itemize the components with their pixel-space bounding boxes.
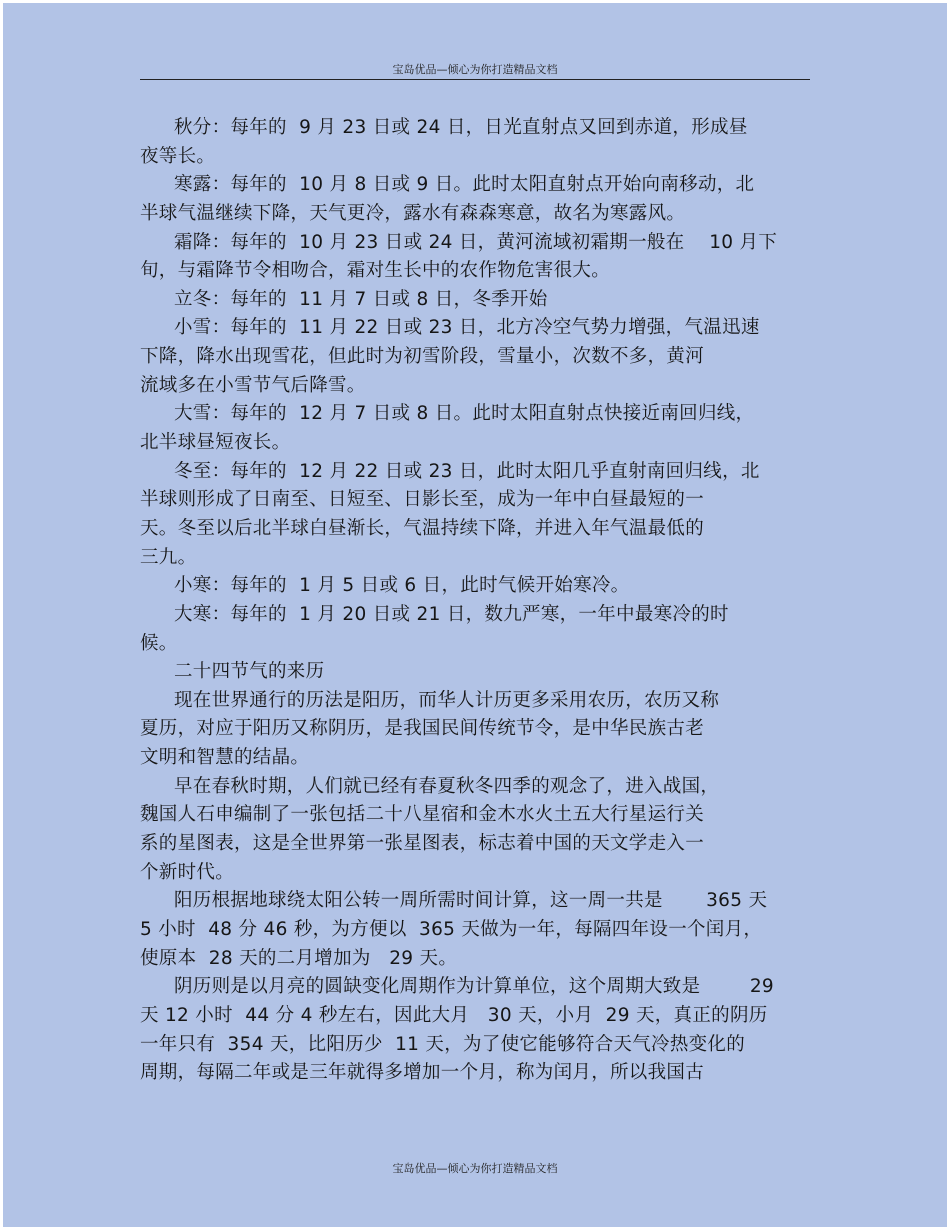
text-line: 大寒：每年的 1 月 20 日或 21 日，数九严寒，一年中最寒冷的时 bbox=[174, 603, 729, 625]
text-line: 三九。 bbox=[140, 546, 197, 568]
text-line: 霜降：每年的 10 月 23 日或 24 日，黄河流域初霜期一般在 10 月下 bbox=[174, 231, 778, 253]
text-line: 魏国人石申编制了一张包括二十八星宿和金木水火土五大行星运行关 bbox=[140, 804, 705, 826]
document-page bbox=[3, 3, 947, 1227]
text-line: 秋分：每年的 9 月 23 日或 24 日，日光直射点又回到赤道，形成昼 bbox=[174, 117, 748, 138]
text-line: 周期，每隔二年或是三年就得多增加一个月，称为闰月，所以我国古 bbox=[140, 1062, 705, 1084]
text-line: 大雪：每年的 12 月 7 日或 8 日。此时太阳直射点快接近南回归线， bbox=[174, 403, 755, 425]
text-line: 阳历根据地球绕太阳公转一周所需时间计算，这一周一共是 365 天 bbox=[174, 890, 768, 912]
text-line: 天。冬至以后北半球白昼渐长，气温持续下降，并进入年气温最低的 bbox=[140, 517, 705, 539]
header-rule bbox=[140, 79, 810, 80]
page-footer: 宝岛优品—倾心为你打造精品文档 bbox=[392, 1162, 558, 1175]
text-line: 夜等长。 bbox=[140, 145, 216, 167]
text-line: 一年只有 354 天，比阳历少 11 天，为了使它能够符合天气冷热变化的 bbox=[140, 1033, 746, 1055]
text-line: 夏历，对应于阳历又称阴历，是我国民间传统节令，是中华民族古老 bbox=[140, 718, 705, 740]
text-line: 文明和智慧的结晶。 bbox=[140, 747, 310, 769]
text-line: 阴历则是以月亮的圆缺变化周期作为计算单位，这个周期大致是 29 bbox=[174, 976, 774, 998]
document-body bbox=[140, 114, 805, 1088]
text-line: 早在春秋时期，人们就已经有春夏秋冬四季的观念了，进入战国， bbox=[174, 775, 720, 797]
text-line: 天 12 小时 44 分 4 秒左右，因此大月 30 天，小月 29 天，真正的阴历 bbox=[140, 1004, 768, 1026]
text-line: 半球则形成了日南至、日短至、日影长至，成为一年中白昼最短的一 bbox=[140, 489, 705, 511]
text-line: 使原本 28 天的二月增加为 29 天。 bbox=[140, 947, 458, 969]
text-line: 个新时代。 bbox=[140, 861, 235, 883]
text-line: 二十四节气的来历 bbox=[174, 661, 325, 683]
text-line: 旬，与霜降节令相吻合，霜对生长中的农作物危害很大。 bbox=[140, 260, 611, 282]
text-line: 候。 bbox=[140, 632, 178, 654]
text-line: 半球气温继续下降，天气更冷，露水有森森寒意，故名为寒露风。 bbox=[140, 202, 686, 224]
text-line: 5 小时 48 分 46 秒，为方便以 365 天做为一年，每隔四年设一个闰月， bbox=[140, 918, 763, 940]
text-line: 系的星图表，这是全世界第一张星图表，标志着中国的天文学走入一 bbox=[140, 833, 705, 855]
text-line: 北半球昼短夜长。 bbox=[140, 432, 291, 454]
text-line: 寒露：每年的 10 月 8 日或 9 日。此时太阳直射点开始向南移动，北 bbox=[174, 174, 755, 196]
text-line: 冬至：每年的 12 月 22 日或 23 日，此时太阳几乎直射南回归线，北 bbox=[174, 460, 760, 482]
text-line: 流域多在小雪节气后降雪。 bbox=[140, 374, 366, 396]
text-line: 立冬：每年的 11 月 7 日或 8 日，冬季开始 bbox=[174, 288, 548, 310]
text-line: 小雪：每年的 11 月 22 日或 23 日，北方冷空气势力增强，气温迅速 bbox=[174, 317, 760, 339]
text-line: 小寒：每年的 1 月 5 日或 6 日，此时气候开始寒冷。 bbox=[174, 575, 630, 597]
page-header: 宝岛优品—倾心为你打造精品文档 bbox=[392, 63, 558, 76]
text-line: 下降，降水出现雪花，但此时为初雪阶段，雪量小，次数不多，黄河 bbox=[140, 346, 705, 368]
text-line: 现在世界通行的历法是阳历，而华人计历更多采用农历，农历又称 bbox=[174, 689, 720, 711]
